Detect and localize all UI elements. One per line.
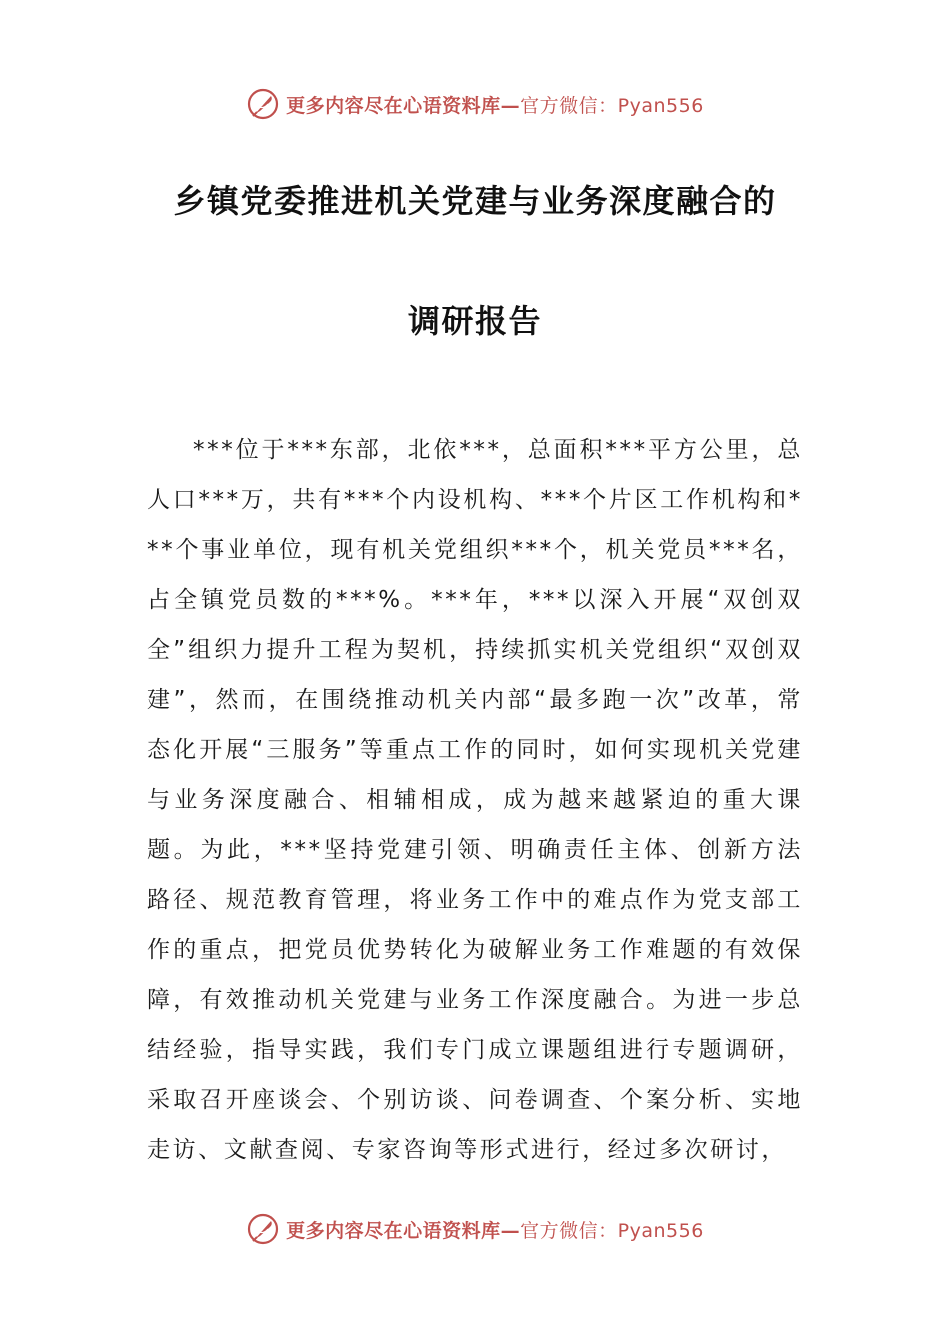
document-title-line-1: 乡镇党委推进机关党建与业务深度融合的 <box>173 182 777 220</box>
header-watermark <box>0 84 950 124</box>
document-title-line-2: 调研报告 <box>407 302 542 340</box>
header-site-text: 更多内容尽在心语资料库— <box>286 94 521 117</box>
quill-logo-icon <box>246 1212 280 1246</box>
footer-site-text: 更多内容尽在心语资料库— <box>286 1219 521 1242</box>
header-wechat-text: 官方微信：Pyan556 <box>520 94 704 117</box>
header-watermark-text <box>286 91 704 118</box>
body-paragraph: ***位于***东部，北依***，总面积***平方公里，总人口***万，共有***个内设机构、***个片区工作机构和***个事业单位，现有机关党组织***个，机关党员***名，占全镇党员数的***%。***年，***以深入开展“双创双全”组织力提升工程为契机，持续抓实机关党组织“双创双建”，然而，在围绕推动机关内部“最多跑一次”改革，常态化开展“三服务”等重点工作的同时，如何实现机关党建与业务深度融合、相辅相成，成为越来越紧迫的重大课题。为此，***坚持党建引领、明确责任主体、创新方法路径、规范教育管理，将业务工作中的难点作为党支部工作的重点，把党员优势转化为破解业务工作难题的有效保障，有效推动机关党建与业务工作深度融合。为进一步总结经验，指导实践，我们专门成立课题组进行专题调研，采取召开座谈会、个别访谈、问卷调查、个案分析、实地走访、文献查阅、专家咨询等形式进行，经过多次研讨， <box>147 437 803 1163</box>
footer-watermark <box>0 1209 950 1249</box>
quill-logo-icon <box>246 87 280 121</box>
footer-wechat-text: 官方微信：Pyan556 <box>520 1219 704 1242</box>
footer-watermark-text <box>286 1216 704 1243</box>
